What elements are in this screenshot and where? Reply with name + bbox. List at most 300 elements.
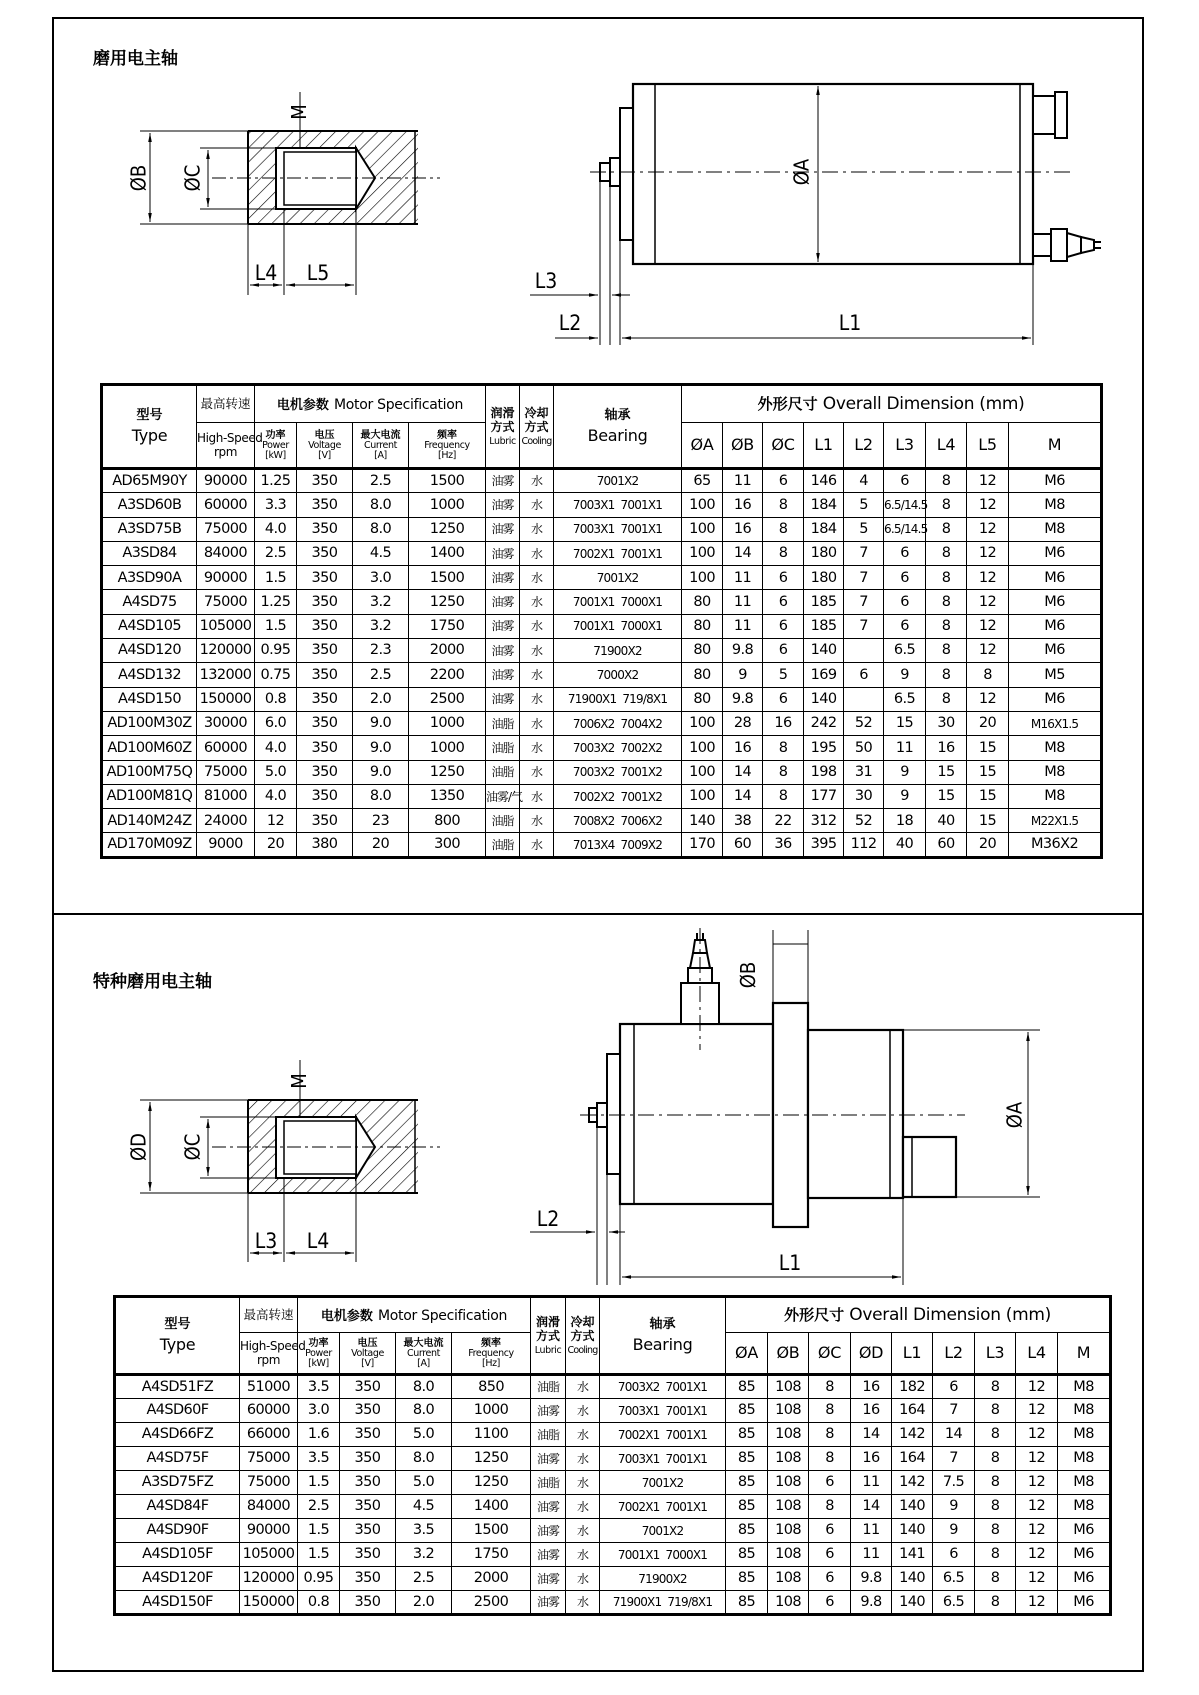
table-cell: 350 bbox=[340, 1399, 396, 1423]
table-cell: 20 bbox=[255, 833, 297, 857]
table-cell: 6.5/14.5 bbox=[884, 517, 926, 541]
table-cell: 80 bbox=[682, 687, 723, 711]
table-row bbox=[102, 760, 1102, 784]
table-cell: 8.0 bbox=[396, 1399, 452, 1423]
table-cell: A3SD84 bbox=[102, 541, 197, 565]
table-cell: 6 bbox=[884, 469, 926, 493]
table-cell: 油雾 bbox=[486, 469, 520, 493]
table-cell: 350 bbox=[297, 541, 353, 565]
table-cell: 1250 bbox=[409, 760, 486, 784]
table-cell: 5 bbox=[844, 493, 884, 517]
table-cell: 11 bbox=[723, 566, 763, 590]
table-cell: M6 bbox=[1058, 1591, 1111, 1615]
table-cell: 350 bbox=[297, 517, 353, 541]
table-cell: 12 bbox=[967, 517, 1009, 541]
label-L2-1: L2 bbox=[558, 311, 582, 335]
table-cell: 油脂 bbox=[531, 1423, 566, 1447]
table-cell: 146 bbox=[804, 469, 844, 493]
table-cell: A3SD90A bbox=[102, 566, 197, 590]
table-cell: 7001X1 7000X1 bbox=[554, 590, 682, 614]
table-cell: 1100 bbox=[452, 1423, 531, 1447]
table-cell: 4.5 bbox=[353, 541, 409, 565]
table-cell: 9.8 bbox=[723, 639, 763, 663]
table-cell: 5 bbox=[763, 663, 804, 687]
table-cell: 油雾 bbox=[486, 639, 520, 663]
table-cell: 8 bbox=[926, 493, 967, 517]
table-cell: 1.25 bbox=[255, 590, 297, 614]
table-cell: 60 bbox=[926, 833, 967, 857]
table-cell: 1500 bbox=[409, 469, 486, 493]
table-cell: 油脂 bbox=[486, 736, 520, 760]
table-cell: 6 bbox=[884, 541, 926, 565]
table-cell: 3.5 bbox=[298, 1447, 340, 1471]
hdr-dim-col: ØD bbox=[851, 1333, 892, 1375]
table-cell: 5.0 bbox=[396, 1471, 452, 1495]
table-cell: 9000 bbox=[197, 833, 255, 857]
table-cell: 90000 bbox=[240, 1519, 298, 1543]
table-cell: 8 bbox=[763, 760, 804, 784]
table-cell: M8 bbox=[1009, 784, 1102, 808]
spindle-body-1 bbox=[530, 84, 1101, 345]
table-cell: 油雾 bbox=[531, 1543, 566, 1567]
table-cell: 12 bbox=[967, 566, 1009, 590]
table-cell: 100 bbox=[682, 493, 723, 517]
table-cell: 8 bbox=[809, 1423, 851, 1447]
table-cell: 142 bbox=[892, 1471, 933, 1495]
table-cell: 85 bbox=[726, 1543, 768, 1567]
table-cell: 2500 bbox=[452, 1591, 531, 1615]
table-cell: 12 bbox=[967, 639, 1009, 663]
table-cell: 108 bbox=[768, 1591, 809, 1615]
table-cell: 7 bbox=[933, 1447, 975, 1471]
hdr-dim-col: L4 bbox=[1016, 1333, 1058, 1375]
table-cell: 油雾 bbox=[486, 541, 520, 565]
table-cell: 7000X2 bbox=[554, 663, 682, 687]
table-cell: 11 bbox=[884, 736, 926, 760]
table-cell: 油雾 bbox=[531, 1567, 566, 1591]
table-cell: 1.5 bbox=[255, 566, 297, 590]
table-cell: 水 bbox=[520, 736, 554, 760]
table-cell: A4SD105F bbox=[115, 1543, 240, 1567]
table-cell: 8 bbox=[975, 1447, 1016, 1471]
table-cell: AD140M24Z bbox=[102, 809, 197, 833]
table-cell: 52 bbox=[844, 809, 884, 833]
table-cell: 80 bbox=[682, 614, 723, 638]
hdr-dimension: 外形尺寸 Overall Dimension (mm) bbox=[726, 1297, 1111, 1333]
table-cell: 4.0 bbox=[255, 784, 297, 808]
table-cell: 180 bbox=[804, 566, 844, 590]
table-cell: 6 bbox=[809, 1519, 851, 1543]
table-row bbox=[115, 1399, 1111, 1423]
table-cell: 7008X2 7006X2 bbox=[554, 809, 682, 833]
table-cell: 水 bbox=[520, 517, 554, 541]
table-cell: 350 bbox=[340, 1495, 396, 1519]
table-cell: 15 bbox=[967, 784, 1009, 808]
table-cell: 水 bbox=[566, 1375, 600, 1399]
table-cell: 3.0 bbox=[353, 566, 409, 590]
table-cell: 0.95 bbox=[255, 639, 297, 663]
table-cell: 142 bbox=[892, 1423, 933, 1447]
table-cell: 71900X2 bbox=[600, 1567, 726, 1591]
table-cell: 242 bbox=[804, 711, 844, 735]
table-cell: 40 bbox=[926, 809, 967, 833]
table-row bbox=[102, 711, 1102, 735]
table-cell: 2.3 bbox=[353, 639, 409, 663]
table-cell: 6 bbox=[763, 639, 804, 663]
table-cell: 395 bbox=[804, 833, 844, 857]
table-cell: 85 bbox=[726, 1471, 768, 1495]
table-cell: 油脂 bbox=[486, 711, 520, 735]
table-cell: 8 bbox=[809, 1447, 851, 1471]
table-cell: 16 bbox=[851, 1447, 892, 1471]
hdr-dim-col: M bbox=[1009, 423, 1102, 469]
table-cell: 3.2 bbox=[353, 590, 409, 614]
table-cell: 9 bbox=[723, 663, 763, 687]
table-cell: 7001X1 7000X1 bbox=[554, 614, 682, 638]
table-cell: 14 bbox=[851, 1495, 892, 1519]
hdr-frequency: 频率 Frequency [Hz] bbox=[409, 423, 486, 469]
table-cell: 350 bbox=[297, 566, 353, 590]
table-cell: 水 bbox=[566, 1423, 600, 1447]
label-L1-1: L1 bbox=[838, 311, 862, 335]
table-cell: M16X1.5 bbox=[1009, 711, 1102, 735]
table-cell: 71900X1 719/8X1 bbox=[554, 687, 682, 711]
table-cell: 油雾 bbox=[486, 663, 520, 687]
table-cell: M6 bbox=[1009, 566, 1102, 590]
table-cell: 2000 bbox=[409, 639, 486, 663]
table-row bbox=[115, 1375, 1111, 1399]
table-cell: 350 bbox=[297, 809, 353, 833]
table-cell: 0.8 bbox=[255, 687, 297, 711]
table-cell: 9.0 bbox=[353, 760, 409, 784]
label-M-1: M bbox=[287, 104, 311, 120]
table-cell: 8 bbox=[975, 1375, 1016, 1399]
table-cell: 51000 bbox=[240, 1375, 298, 1399]
table-cell: 7013X4 7009X2 bbox=[554, 833, 682, 857]
table-cell: 9 bbox=[933, 1519, 975, 1543]
hdr-dim-col: L2 bbox=[844, 423, 884, 469]
table-cell: 22 bbox=[763, 809, 804, 833]
table-cell: 1.6 bbox=[298, 1423, 340, 1447]
table-cell: 84000 bbox=[240, 1495, 298, 1519]
table-cell: 350 bbox=[340, 1591, 396, 1615]
hdr-dimension: 外形尺寸 Overall Dimension (mm) bbox=[682, 385, 1102, 423]
table-cell: M5 bbox=[1009, 663, 1102, 687]
table-cell: 350 bbox=[297, 736, 353, 760]
table-row bbox=[102, 590, 1102, 614]
table-cell: 80 bbox=[682, 663, 723, 687]
table-cell: 71900X1 719/8X1 bbox=[600, 1591, 726, 1615]
table-cell: 300 bbox=[409, 833, 486, 857]
table-cell: 12 bbox=[1016, 1519, 1058, 1543]
table-cell: 8 bbox=[975, 1519, 1016, 1543]
table-cell: 9 bbox=[884, 784, 926, 808]
table-cell: A4SD150 bbox=[102, 687, 197, 711]
table-cell: AD100M60Z bbox=[102, 736, 197, 760]
table-cell: 水 bbox=[566, 1471, 600, 1495]
hdr-dim-col: L4 bbox=[926, 423, 967, 469]
table-cell: 9.8 bbox=[851, 1591, 892, 1615]
table-cell: 108 bbox=[768, 1519, 809, 1543]
table-cell: 6 bbox=[809, 1567, 851, 1591]
table-cell: 140 bbox=[892, 1591, 933, 1615]
table-cell: 7003X1 7001X1 bbox=[600, 1447, 726, 1471]
table-cell: 油雾 bbox=[486, 590, 520, 614]
table-cell: 8 bbox=[926, 614, 967, 638]
label-L2-2: L2 bbox=[536, 1207, 560, 1231]
hdr-dim-col: L1 bbox=[804, 423, 844, 469]
table-cell: 8 bbox=[926, 517, 967, 541]
table-cell: M8 bbox=[1058, 1471, 1111, 1495]
table-cell: 9.8 bbox=[723, 687, 763, 711]
table-cell: 85 bbox=[726, 1495, 768, 1519]
table-cell: 7 bbox=[933, 1399, 975, 1423]
table-cell: 85 bbox=[726, 1519, 768, 1543]
table-cell: 6 bbox=[933, 1543, 975, 1567]
table-cell: 8 bbox=[967, 663, 1009, 687]
table-cell: 油脂 bbox=[531, 1471, 566, 1495]
table-cell: 84000 bbox=[197, 541, 255, 565]
hdr-speed-en: High-Speed rpm bbox=[197, 423, 255, 469]
table-cell: 6 bbox=[884, 590, 926, 614]
table-cell: 40 bbox=[884, 833, 926, 857]
table-cell: 6 bbox=[809, 1543, 851, 1567]
hdr-dim-col: L1 bbox=[892, 1333, 933, 1375]
table-cell: 油雾 bbox=[486, 566, 520, 590]
table-cell: 350 bbox=[340, 1423, 396, 1447]
table-cell: 141 bbox=[892, 1543, 933, 1567]
table-cell: 1250 bbox=[452, 1471, 531, 1495]
table-cell: 7 bbox=[844, 590, 884, 614]
table-cell: 30 bbox=[844, 784, 884, 808]
table-cell: 3.5 bbox=[396, 1519, 452, 1543]
table-cell: 180 bbox=[804, 541, 844, 565]
label-L5-1: L5 bbox=[306, 261, 330, 285]
table-cell: 1750 bbox=[452, 1543, 531, 1567]
table-cell: 350 bbox=[297, 469, 353, 493]
table-cell: 65 bbox=[682, 469, 723, 493]
table-row bbox=[115, 1495, 1111, 1519]
table-cell: 8.0 bbox=[353, 493, 409, 517]
table-cell: 8 bbox=[975, 1567, 1016, 1591]
table-cell: 2.5 bbox=[396, 1567, 452, 1591]
table-cell: 100 bbox=[682, 711, 723, 735]
table-cell: 12 bbox=[967, 687, 1009, 711]
hdr-type: 型号 Type bbox=[102, 385, 197, 469]
table-cell: AD170M09Z bbox=[102, 833, 197, 857]
table-cell: 1.5 bbox=[298, 1543, 340, 1567]
table-row bbox=[102, 469, 1102, 493]
table-cell: 8.0 bbox=[353, 517, 409, 541]
table-cell: 7001X2 bbox=[600, 1519, 726, 1543]
table-cell: 2.0 bbox=[353, 687, 409, 711]
table-cell: 12 bbox=[1016, 1447, 1058, 1471]
hdr-dim-col: ØC bbox=[763, 423, 804, 469]
table-cell: 1400 bbox=[452, 1495, 531, 1519]
table-cell: 8 bbox=[809, 1399, 851, 1423]
table-cell: 16 bbox=[723, 736, 763, 760]
table-row bbox=[102, 663, 1102, 687]
table-cell: 12 bbox=[967, 493, 1009, 517]
table-cell: 11 bbox=[723, 614, 763, 638]
table-row bbox=[102, 809, 1102, 833]
table-cell: 1250 bbox=[409, 590, 486, 614]
spec-table-2-body bbox=[115, 1375, 1111, 1615]
table-cell: 8 bbox=[926, 663, 967, 687]
hdr-cooling: 冷却 方式 Cooling bbox=[520, 385, 554, 469]
table-cell: 7 bbox=[844, 614, 884, 638]
table-cell: 1000 bbox=[409, 493, 486, 517]
table-cell: 水 bbox=[520, 687, 554, 711]
table-cell: 6 bbox=[809, 1471, 851, 1495]
table-cell: 350 bbox=[297, 590, 353, 614]
table-cell: 140 bbox=[682, 809, 723, 833]
hdr-speed-en: High-Speed rpm bbox=[240, 1333, 298, 1375]
table-cell: M8 bbox=[1009, 736, 1102, 760]
table-cell: 水 bbox=[520, 590, 554, 614]
table-cell: 132000 bbox=[197, 663, 255, 687]
table-row bbox=[102, 566, 1102, 590]
table-cell: 350 bbox=[297, 711, 353, 735]
hdr-bearing: 轴承 Bearing bbox=[554, 385, 682, 469]
table-cell: 水 bbox=[520, 760, 554, 784]
table-cell: 195 bbox=[804, 736, 844, 760]
table-cell: 150000 bbox=[197, 687, 255, 711]
table-cell: 水 bbox=[566, 1591, 600, 1615]
table-cell: M8 bbox=[1009, 493, 1102, 517]
table-cell: 1750 bbox=[409, 614, 486, 638]
table-cell: 85 bbox=[726, 1375, 768, 1399]
table-cell: 7 bbox=[844, 566, 884, 590]
table-cell: 30 bbox=[926, 711, 967, 735]
table-cell: 5.0 bbox=[396, 1423, 452, 1447]
table-cell: M6 bbox=[1009, 639, 1102, 663]
table-cell: 6 bbox=[844, 663, 884, 687]
table-cell: 184 bbox=[804, 517, 844, 541]
hdr-dim-col: M bbox=[1058, 1333, 1111, 1375]
table-cell: 60 bbox=[723, 833, 763, 857]
table-cell: 油雾 bbox=[486, 614, 520, 638]
table-cell: 16 bbox=[851, 1399, 892, 1423]
table-cell: 800 bbox=[409, 809, 486, 833]
table-cell: 6.5 bbox=[884, 639, 926, 663]
table-cell: M8 bbox=[1058, 1399, 1111, 1423]
table-cell: 6.5 bbox=[933, 1567, 975, 1591]
table-cell: 50 bbox=[844, 736, 884, 760]
table-cell: 120000 bbox=[197, 639, 255, 663]
table-cell: 1.25 bbox=[255, 469, 297, 493]
table-cell: 6 bbox=[884, 566, 926, 590]
table-cell: 81000 bbox=[197, 784, 255, 808]
table-cell: 108 bbox=[768, 1375, 809, 1399]
table-cell: 350 bbox=[340, 1543, 396, 1567]
hdr-motor: 电机参数 Motor Specification bbox=[298, 1297, 531, 1333]
table-cell: 水 bbox=[520, 833, 554, 857]
table-cell: 8 bbox=[975, 1423, 1016, 1447]
table-cell: 108 bbox=[768, 1567, 809, 1591]
table-cell: 7002X1 7001X1 bbox=[600, 1495, 726, 1519]
table-cell: 2.5 bbox=[353, 469, 409, 493]
label-phiB-2: ØB bbox=[736, 961, 760, 989]
hdr-dim-col: ØB bbox=[723, 423, 763, 469]
table-cell: 350 bbox=[297, 639, 353, 663]
table-cell: 140 bbox=[804, 639, 844, 663]
table-cell: 60000 bbox=[197, 493, 255, 517]
table-cell: 油雾/气 bbox=[486, 784, 520, 808]
label-phiB-1: ØB bbox=[126, 164, 151, 192]
hdr-dim-col: L3 bbox=[884, 423, 926, 469]
table-cell: 8.0 bbox=[396, 1375, 452, 1399]
table-cell: 85 bbox=[726, 1567, 768, 1591]
table-cell: 75000 bbox=[197, 517, 255, 541]
table-cell: 7002X2 7001X2 bbox=[554, 784, 682, 808]
table-cell: 350 bbox=[297, 614, 353, 638]
table-cell: 12 bbox=[255, 809, 297, 833]
table-cell: 8 bbox=[975, 1543, 1016, 1567]
table-cell: 8 bbox=[926, 541, 967, 565]
section-divider bbox=[52, 913, 1144, 915]
table-cell: 8.0 bbox=[396, 1447, 452, 1471]
table-cell: 3.2 bbox=[396, 1543, 452, 1567]
table-cell: 100 bbox=[682, 736, 723, 760]
table-cell: 85 bbox=[726, 1423, 768, 1447]
section2-title: 特种磨用电主轴 bbox=[93, 972, 212, 992]
table-cell: M6 bbox=[1058, 1543, 1111, 1567]
table-cell: 108 bbox=[768, 1423, 809, 1447]
table-cell: 850 bbox=[452, 1375, 531, 1399]
table-cell: 油雾 bbox=[486, 517, 520, 541]
table-cell: 8 bbox=[926, 687, 967, 711]
table-cell: 18 bbox=[884, 809, 926, 833]
table-cell: 60000 bbox=[197, 736, 255, 760]
table-cell: 5.0 bbox=[255, 760, 297, 784]
table-cell: A4SD120 bbox=[102, 639, 197, 663]
hdr-lubric: 润滑 方式 Lubric bbox=[531, 1297, 566, 1375]
table-cell: 2000 bbox=[452, 1567, 531, 1591]
hdr-power: 功率 Power [kW] bbox=[298, 1333, 340, 1375]
table-cell: 水 bbox=[520, 493, 554, 517]
table-cell: 水 bbox=[520, 809, 554, 833]
hdr-speed-zh: 最高转速 bbox=[197, 385, 255, 423]
table-cell: 7001X2 bbox=[554, 566, 682, 590]
label-L3-1: L3 bbox=[534, 269, 558, 293]
table-cell: M8 bbox=[1058, 1375, 1111, 1399]
table-cell: 油雾 bbox=[486, 687, 520, 711]
table-cell: 4.0 bbox=[255, 517, 297, 541]
table-cell: A4SD60F bbox=[115, 1399, 240, 1423]
table-cell: 6 bbox=[763, 687, 804, 711]
table-cell: 15 bbox=[926, 784, 967, 808]
table-cell: AD100M30Z bbox=[102, 711, 197, 735]
table-cell: A4SD120F bbox=[115, 1567, 240, 1591]
table-cell: 105000 bbox=[240, 1543, 298, 1567]
table-cell: 1250 bbox=[409, 517, 486, 541]
table-cell: 9 bbox=[933, 1495, 975, 1519]
table-cell: 2.5 bbox=[255, 541, 297, 565]
table-row bbox=[102, 493, 1102, 517]
shaft-end-detail-1 bbox=[127, 92, 441, 295]
table-cell: A4SD105 bbox=[102, 614, 197, 638]
table-row bbox=[102, 833, 1102, 857]
hdr-voltage: 电压 Voltage [V] bbox=[297, 423, 353, 469]
table-cell: A4SD84F bbox=[115, 1495, 240, 1519]
table-cell: 油雾 bbox=[531, 1519, 566, 1543]
table-cell: 15 bbox=[884, 711, 926, 735]
table-cell: 177 bbox=[804, 784, 844, 808]
section1-title: 磨用电主轴 bbox=[93, 49, 178, 69]
table-cell: 108 bbox=[768, 1495, 809, 1519]
table-cell: A4SD51FZ bbox=[115, 1375, 240, 1399]
